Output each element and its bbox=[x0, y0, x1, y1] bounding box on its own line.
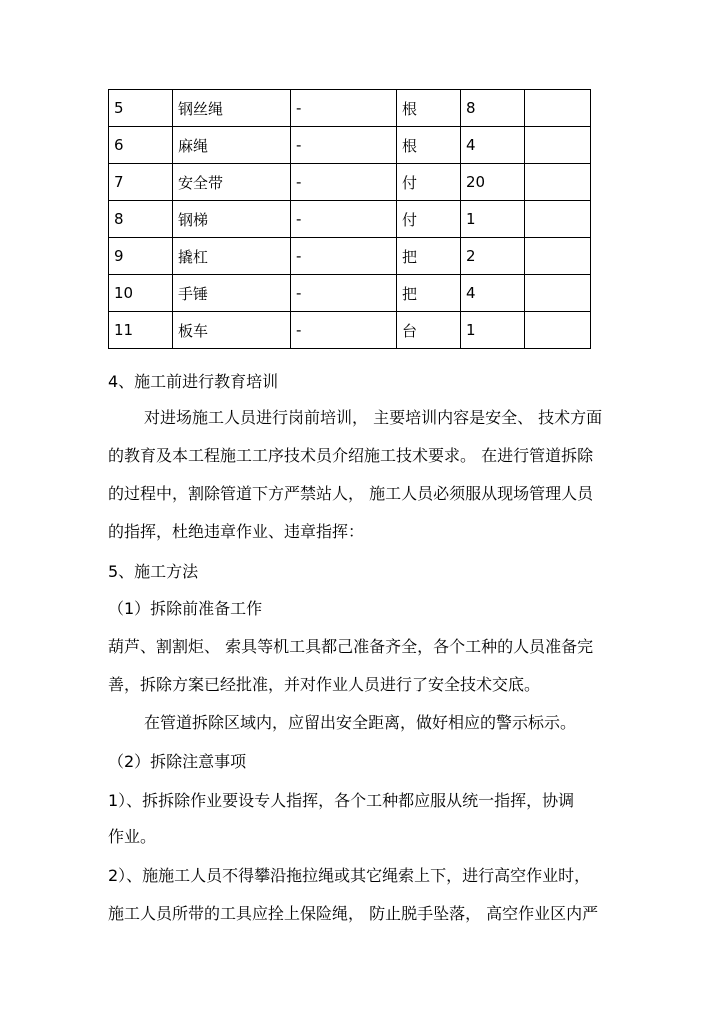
table-cell: 根 bbox=[397, 127, 461, 164]
table-row bbox=[109, 275, 591, 312]
table-cell: - bbox=[291, 275, 397, 312]
paragraph-line: 对进场施工人员进行岗前培训， 主要培训内容是安全、 技术方面 bbox=[144, 408, 603, 427]
table-row bbox=[109, 127, 591, 164]
list-item-line: 2）、施施工人员不得攀沿拖拉绳或其它绳索上下，进行高空作业时， bbox=[108, 866, 591, 885]
table-cell: 安全带 bbox=[173, 164, 291, 201]
table-row bbox=[109, 90, 591, 127]
table-cell: 4 bbox=[461, 127, 525, 164]
paragraph-line: 的教育及本工程施工工序技术员介绍施工技术要求。 在进行管道拆除 bbox=[108, 446, 594, 465]
table-cell: 11 bbox=[109, 312, 173, 349]
section-5-heading: 5、施工方法 bbox=[108, 562, 199, 581]
table-cell: 麻绳 bbox=[173, 127, 291, 164]
list-item-line: 施工人员所带的工具应拴上保险绳， 防止脱手坠落， 高空作业区内严 bbox=[108, 904, 599, 923]
table-cell: 4 bbox=[461, 275, 525, 312]
table-cell: 1 bbox=[461, 312, 525, 349]
table-cell: 2 bbox=[461, 238, 525, 275]
list-item-line: 作业。 bbox=[108, 827, 157, 846]
table-cell: - bbox=[291, 164, 397, 201]
paragraph-line: 的过程中，割除管道下方严禁站人， 施工人员必须服从现场管理人员 bbox=[108, 484, 594, 503]
table-cell: 7 bbox=[109, 164, 173, 201]
table-cell: 板车 bbox=[173, 312, 291, 349]
table-row bbox=[109, 201, 591, 238]
table-cell bbox=[525, 238, 591, 275]
table-cell: 台 bbox=[397, 312, 461, 349]
table-cell bbox=[525, 201, 591, 238]
paragraph-line: 葫芦、割割炬、 索具等机工具都己准备齐全，各个工种的人员准备完 bbox=[108, 637, 594, 656]
equipment-table bbox=[108, 89, 591, 349]
table-cell: - bbox=[291, 312, 397, 349]
table-cell bbox=[525, 164, 591, 201]
table-cell: 撬杠 bbox=[173, 238, 291, 275]
section-4-heading: 4、施工前进行教育培训 bbox=[108, 372, 279, 391]
table-cell: 把 bbox=[397, 238, 461, 275]
table-cell: - bbox=[291, 238, 397, 275]
table-cell: 20 bbox=[461, 164, 525, 201]
table-row bbox=[109, 312, 591, 349]
table-cell: 付 bbox=[397, 164, 461, 201]
table-cell bbox=[525, 275, 591, 312]
table-cell: 10 bbox=[109, 275, 173, 312]
table-cell: 6 bbox=[109, 127, 173, 164]
table-row bbox=[109, 164, 591, 201]
table-cell: 5 bbox=[109, 90, 173, 127]
table-cell bbox=[525, 90, 591, 127]
table-cell: 9 bbox=[109, 238, 173, 275]
paragraph-line: 在管道拆除区域内，应留出安全距离，做好相应的警示标示。 bbox=[144, 713, 577, 732]
table-cell: 手锤 bbox=[173, 275, 291, 312]
table-cell: 8 bbox=[109, 201, 173, 238]
table-cell: 钢丝绳 bbox=[173, 90, 291, 127]
paragraph-line: 的指挥，杜绝违章作业、违章指挥： bbox=[108, 522, 365, 541]
subsection-heading: （1）拆除前准备工作 bbox=[108, 599, 263, 618]
table-cell: 钢梯 bbox=[173, 201, 291, 238]
table-cell: - bbox=[291, 201, 397, 238]
table-row bbox=[109, 238, 591, 275]
table-cell: - bbox=[291, 90, 397, 127]
table-cell: 根 bbox=[397, 90, 461, 127]
subsection-heading: （2）拆除注意事项 bbox=[108, 752, 247, 771]
table-cell: 1 bbox=[461, 201, 525, 238]
list-item-line: 1）、拆拆除作业要设专人指挥，各个工种都应服从统一指挥，协调 bbox=[108, 791, 575, 810]
table-cell: 把 bbox=[397, 275, 461, 312]
table-cell: 8 bbox=[461, 90, 525, 127]
table-cell: - bbox=[291, 127, 397, 164]
paragraph-line: 善，拆除方案已经批准，并对作业人员进行了安全技术交底。 bbox=[108, 675, 541, 694]
table-cell: 付 bbox=[397, 201, 461, 238]
table-cell bbox=[525, 312, 591, 349]
table-cell bbox=[525, 127, 591, 164]
